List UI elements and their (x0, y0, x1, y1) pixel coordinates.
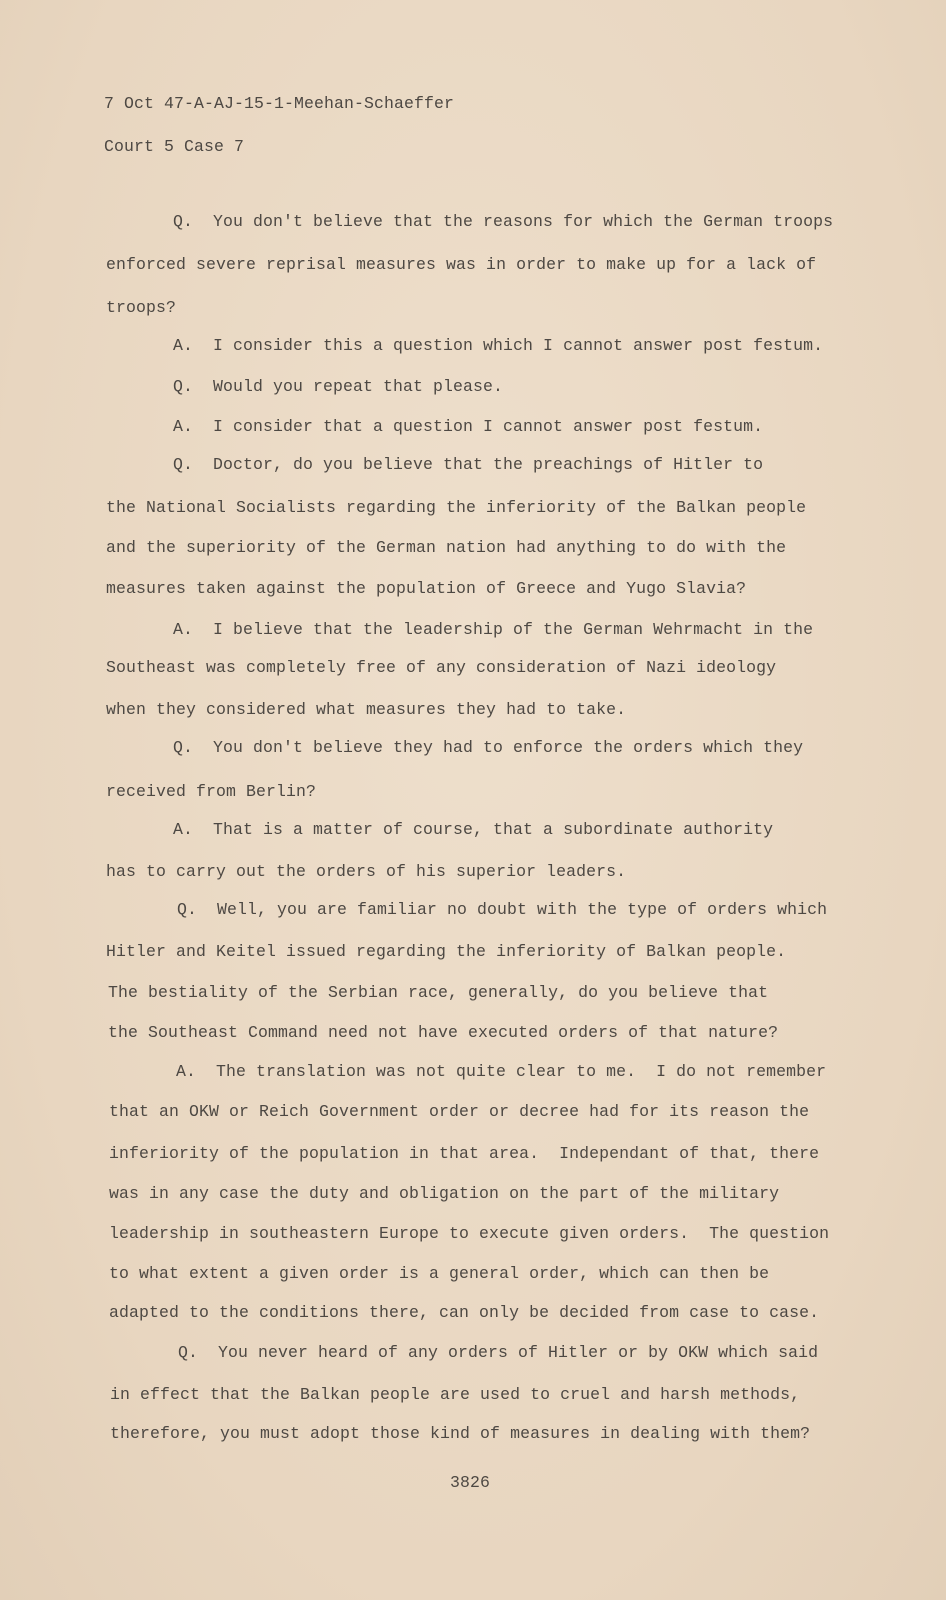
question-line: Q. Would you repeat that please. (173, 377, 504, 396)
text-line: The bestiality of the Serbian race, generally, do you believe that (108, 983, 769, 1002)
text-line: that an OKW or Reich Government order or decree had for its reason the (109, 1102, 810, 1121)
text-line: adapted to the conditions there, can only be decided from case to case. (109, 1303, 820, 1322)
text-line: troops? (106, 298, 177, 317)
text-line: the National Socialists regarding the inferiority of the Balkan people (106, 498, 807, 517)
header-reference: 7 Oct 47-A-AJ-15-1-Meehan-Schaeffer (104, 94, 455, 113)
answer-line: A. I consider this a question which I cannot answer post festum. (173, 336, 824, 355)
answer-line: A. I consider that a question I cannot answer post festum. (173, 417, 764, 436)
text-line: measures taken against the population of Greece and Yugo Slavia? (106, 579, 747, 598)
text-line: and the superiority of the German nation had anything to do with the (106, 538, 787, 557)
answer-line: A. I believe that the leadership of the German Wehrmacht in the (173, 620, 814, 639)
text-line: Hitler and Keitel issued regarding the inferiority of Balkan people. (106, 942, 787, 961)
text-line: therefore, you must adopt those kind of measures in dealing with them? (110, 1424, 811, 1443)
question-line: Q. You never heard of any orders of Hitler or by OKW which said (178, 1343, 819, 1362)
question-line: Q. Well, you are familiar no doubt with the type of orders which (177, 900, 828, 919)
text-line: inferiority of the population in that area. Independant of that, there (109, 1144, 820, 1163)
text-line: Southeast was completely free of any consideration of Nazi ideology (106, 658, 777, 677)
text-line: enforced severe reprisal measures was in order to make up for a lack of (106, 255, 817, 274)
question-line: Q. Doctor, do you believe that the preachings of Hitler to (173, 455, 764, 474)
question-line: Q. You don't believe they had to enforce the orders which they (173, 738, 804, 757)
text-line: was in any case the duty and obligation on the part of the military (109, 1184, 780, 1203)
answer-line: A. The translation was not quite clear to me. I do not remember (176, 1062, 827, 1081)
text-line: when they considered what measures they had to take. (106, 700, 627, 719)
text-line: leadership in southeastern Europe to execute given orders. The question (109, 1224, 830, 1243)
text-line: received from Berlin? (106, 782, 317, 801)
answer-line: A. That is a matter of course, that a subordinate authority (173, 820, 774, 839)
text-line: has to carry out the orders of his superior leaders. (106, 862, 627, 881)
question-line: Q. You don't believe that the reasons for which the German troops (173, 212, 834, 231)
page-number: 3826 (450, 1473, 491, 1492)
text-line: in effect that the Balkan people are used to cruel and harsh methods, (110, 1385, 801, 1404)
text-line: to what extent a given order is a general order, which can then be (109, 1264, 770, 1283)
text-line: the Southeast Command need not have executed orders of that nature? (108, 1023, 779, 1042)
header-court-case: Court 5 Case 7 (104, 137, 245, 156)
